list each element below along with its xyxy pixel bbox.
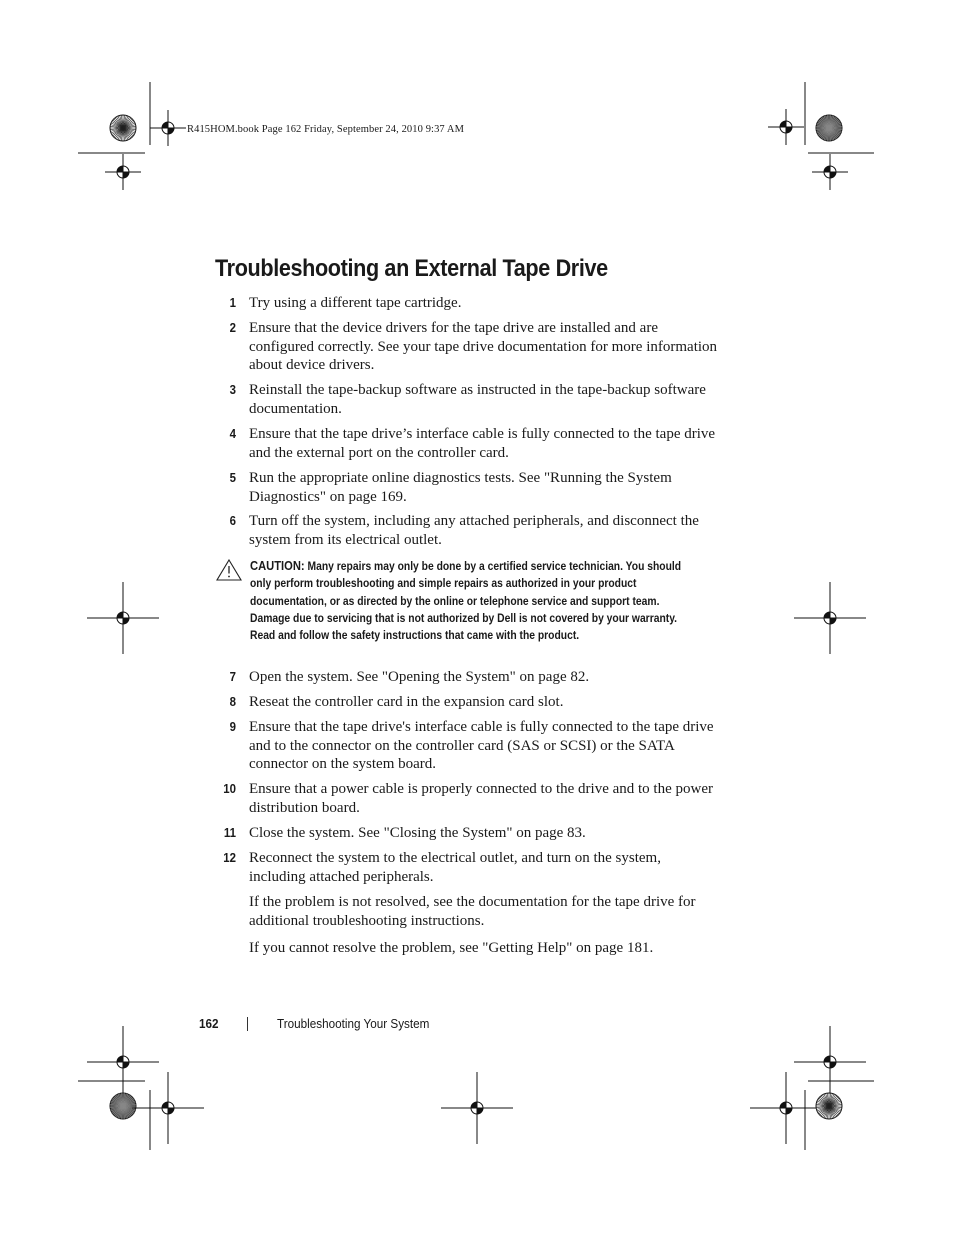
step-text: Try using a different tape cartridge. [249, 295, 462, 311]
step-number: 11 [223, 825, 236, 840]
page-number: 162 [199, 1016, 219, 1031]
closing-paragraph: If the problem is not resolved, see the documentation for the tape drive for additional troubleshooting instructions. [249, 894, 696, 929]
list-item [200, 824, 720, 843]
step-text: Ensure that the tape drive's interface cable is fully connected to the tape drive and to the connector on the controller card (SAS or SCSI) or the SATA connector on the system board. [249, 719, 714, 772]
caution-label: CAUTION: [250, 558, 305, 573]
list-item [200, 718, 720, 774]
step-text: Reinstall the tape-backup software as instructed in the tape-backup software documentation. [249, 382, 706, 417]
caution-triangle-icon [216, 559, 242, 581]
list-item [200, 425, 720, 462]
caution-text [250, 557, 697, 644]
footer-separator [247, 1017, 248, 1031]
step-number: 4 [229, 426, 236, 441]
list-item [200, 319, 720, 375]
step-text: Run the appropriate online diagnostics tests. See "Running the System Diagnostics" on page 169. [249, 470, 672, 505]
step-text: Open the system. See "Opening the System" on page 82. [249, 669, 590, 685]
step-text: Close the system. See "Closing the System" on page 83. [249, 825, 586, 841]
step-text: Reconnect the system to the electrical outlet, and turn on the system, including attached peripherals. [249, 850, 661, 885]
list-item [200, 849, 720, 886]
print-slug: R415HOM.book Page 162 Friday, September 24, 2010 9:37 AM [187, 124, 465, 135]
step-number: 9 [229, 719, 236, 734]
step-text: Reseat the controller card in the expansion card slot. [249, 694, 564, 710]
caution-body: Many repairs may only be done by a certified service technician. You should only perform troubleshooting and simple repairs as authorized in your product documentation, or as directed by the online or telephone service and support team. Damage due to servicing that is not authorized by Dell is not covered by your warranty. Read and follow the safety instructions that came with the product. [250, 559, 682, 643]
list-item [200, 294, 720, 313]
list-item [200, 469, 720, 506]
step-number: 3 [229, 382, 236, 397]
list-item [200, 693, 720, 712]
closing-paragraph: If you cannot resolve the problem, see "Getting Help" on page 181. [249, 940, 654, 956]
list-item [200, 668, 720, 687]
step-number: 7 [229, 669, 236, 684]
step-number: 6 [229, 513, 236, 528]
step-number: 5 [229, 470, 236, 485]
step-text: Ensure that the device drivers for the tape drive are installed and are configured correctly. See your tape drive documentation for more information about device drivers. [249, 320, 718, 373]
step-text: Turn off the system, including any attached peripherals, and disconnect the system from its electrical outlet. [249, 513, 699, 548]
footer-section-title: Troubleshooting Your System [277, 1016, 430, 1031]
step-number: 2 [229, 320, 236, 335]
caution-notice [216, 557, 716, 644]
list-item [200, 780, 720, 817]
step-text: Ensure that a power cable is properly connected to the drive and to the power distribution board. [249, 781, 713, 816]
step-number: 12 [223, 850, 236, 865]
step-number: 1 [229, 295, 236, 310]
step-text: Ensure that the tape drive’s interface cable is fully connected to the tape drive and the external port on the controller card. [249, 426, 716, 461]
step-number: 10 [223, 781, 236, 796]
step-number: 8 [229, 694, 236, 709]
page-title: Troubleshooting an External Tape Drive [215, 255, 608, 282]
list-item [200, 381, 720, 418]
list-item [200, 512, 720, 549]
